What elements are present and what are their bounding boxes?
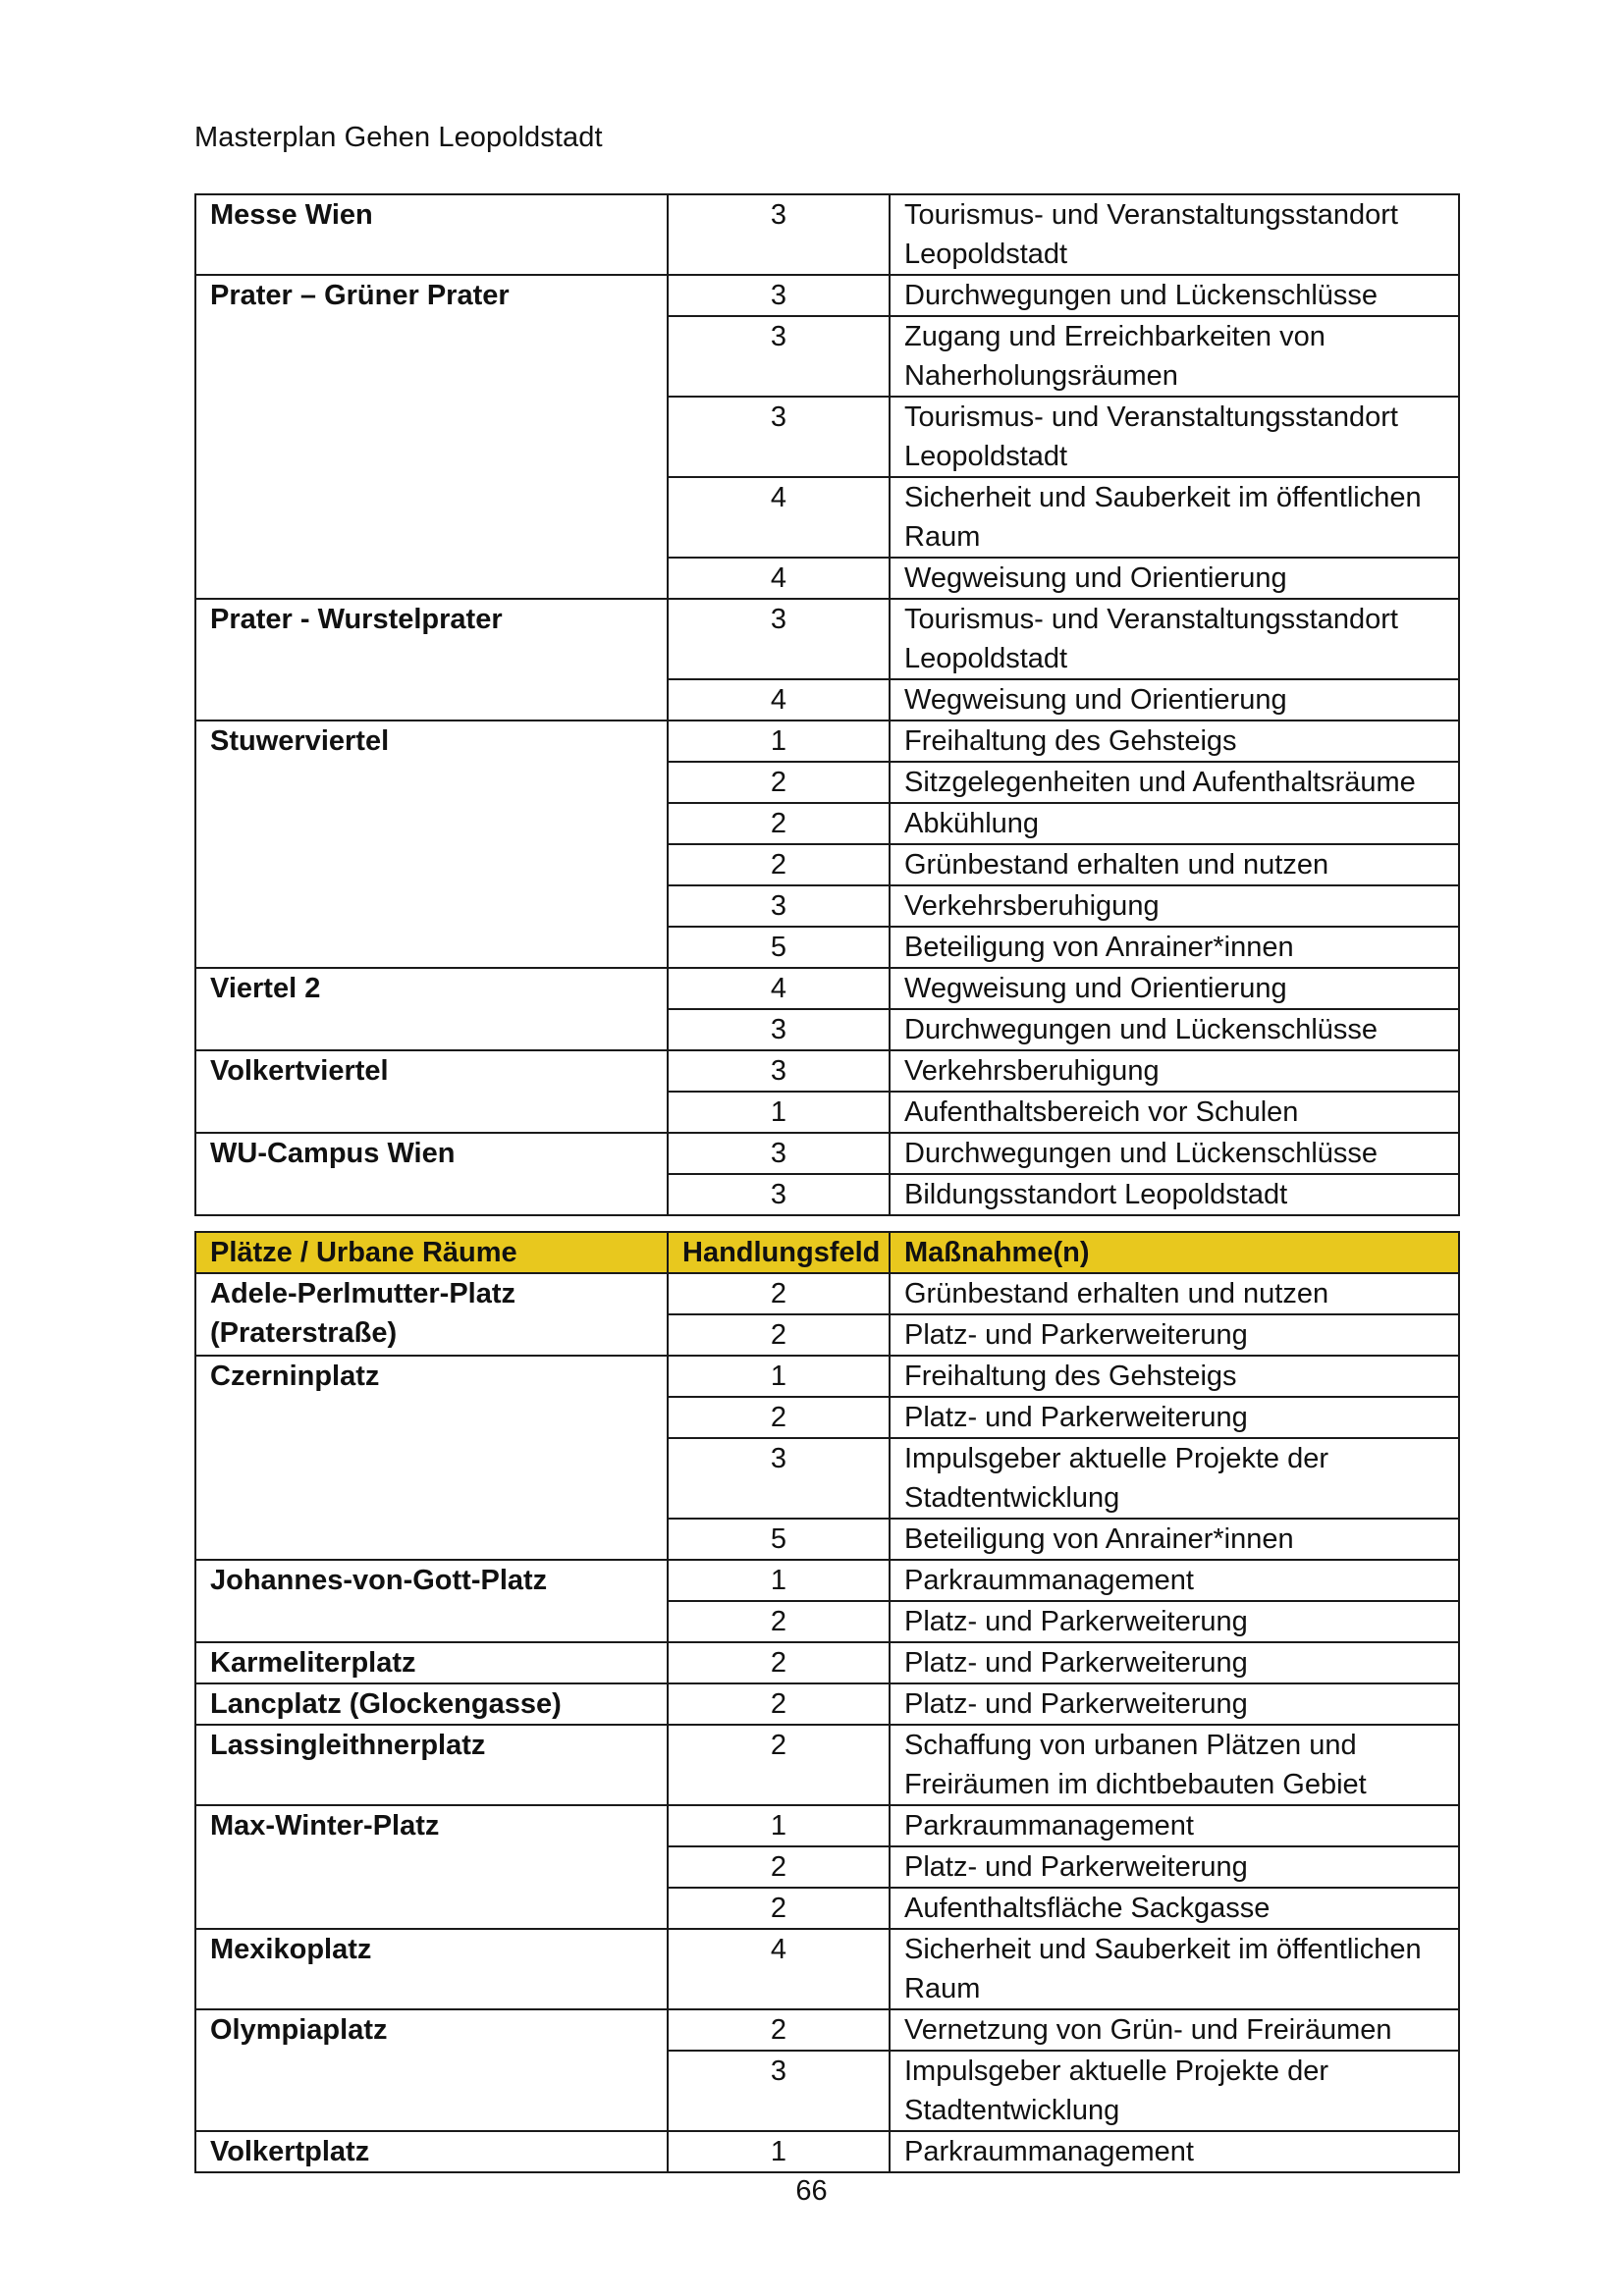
header-handlungsfeld: Handlungsfeld [668,1232,890,1273]
table-row [195,275,1459,316]
place-name-cell: Viertel 2 [195,968,668,1050]
place-name-cell: WU-Campus Wien [195,1133,668,1215]
place-name-cell: Lancplatz (Glockengasse) [195,1683,668,1725]
massnahme-cell: Grünbestand erhalten und nutzen [890,844,1459,885]
massnahme-cell: Freihaltung des Gehsteigs [890,1356,1459,1397]
table-row [195,1273,1459,1314]
handlungsfeld-cell: 4 [668,679,890,721]
handlungsfeld-cell: 3 [668,1174,890,1215]
place-name-cell: Czerninplatz [195,1356,668,1560]
handlungsfeld-cell: 5 [668,927,890,968]
massnahme-cell: Parkraummanagement [890,1560,1459,1601]
massnahme-cell: Zugang und Erreichbarkeiten von Naherholungsräumen [890,316,1459,397]
page-number: 66 [795,2175,828,2207]
handlungsfeld-cell: 1 [668,1805,890,1846]
massnahme-cell: Tourismus- und Veranstaltungsstandort Leopoldstadt [890,397,1459,477]
table-row [195,721,1459,762]
massnahme-cell: Bildungsstandort Leopoldstadt [890,1174,1459,1215]
handlungsfeld-cell: 2 [668,1397,890,1438]
massnahme-cell: Freihaltung des Gehsteigs [890,721,1459,762]
handlungsfeld-cell: 1 [668,2131,890,2172]
handlungsfeld-cell: 3 [668,1009,890,1050]
table-row [195,1560,1459,1601]
table-row [195,1725,1459,1805]
massnahme-cell: Platz- und Parkerweiterung [890,1683,1459,1725]
table-row [195,1642,1459,1683]
place-name-cell: Johannes-von-Gott-Platz [195,1560,668,1642]
massnahme-cell: Durchwegungen und Lückenschlüsse [890,1009,1459,1050]
table-row [195,2009,1459,2051]
massnahme-cell: Abkühlung [890,803,1459,844]
handlungsfeld-cell: 2 [668,803,890,844]
place-name-cell: Olympiaplatz [195,2009,668,2131]
massnahme-cell: Verkehrsberuhigung [890,1050,1459,1092]
handlungsfeld-cell: 3 [668,316,890,397]
handlungsfeld-cell: 1 [668,1092,890,1133]
areas-measures-table-body [195,194,1459,1215]
place-name-cell: Mexikoplatz [195,1929,668,2009]
massnahme-cell: Platz- und Parkerweiterung [890,1397,1459,1438]
massnahme-cell: Wegweisung und Orientierung [890,679,1459,721]
table-header-row [195,1232,1459,1273]
place-name-cell: Volkertviertel [195,1050,668,1133]
place-name-cell: Prater - Wurstelprater [195,599,668,721]
massnahme-cell: Verkehrsberuhigung [890,885,1459,927]
handlungsfeld-cell: 1 [668,721,890,762]
handlungsfeld-cell: 3 [668,1050,890,1092]
place-name-cell: Volkertplatz [195,2131,668,2172]
handlungsfeld-cell: 2 [668,1273,890,1314]
place-name-cell: Lassingleithnerplatz [195,1725,668,1805]
handlungsfeld-cell: 2 [668,1642,890,1683]
handlungsfeld-cell: 2 [668,1314,890,1356]
handlungsfeld-cell: 2 [668,1888,890,1929]
massnahme-cell: Impulsgeber aktuelle Projekte der Stadtentwicklung [890,1438,1459,1519]
massnahme-cell: Aufenthaltsbereich vor Schulen [890,1092,1459,1133]
handlungsfeld-cell: 2 [668,1601,890,1642]
table-row [195,599,1459,679]
place-name-cell: Karmeliterplatz [195,1642,668,1683]
handlungsfeld-cell: 2 [668,1846,890,1888]
massnahme-cell: Tourismus- und Veranstaltungsstandort Leopoldstadt [890,194,1459,275]
massnahme-cell: Wegweisung und Orientierung [890,968,1459,1009]
handlungsfeld-cell: 3 [668,194,890,275]
massnahme-cell: Beteiligung von Anrainer*innen [890,1519,1459,1560]
massnahme-cell: Platz- und Parkerweiterung [890,1601,1459,1642]
squares-measures-table [194,1231,1460,2173]
place-name-cell: Max-Winter-Platz [195,1805,668,1929]
massnahme-cell: Impulsgeber aktuelle Projekte der Stadtentwicklung [890,2051,1459,2131]
table-row [195,1133,1459,1174]
handlungsfeld-cell: 2 [668,1725,890,1805]
massnahme-cell: Wegweisung und Orientierung [890,558,1459,599]
handlungsfeld-cell: 2 [668,762,890,803]
squares-measures-table-body [195,1273,1459,2172]
handlungsfeld-cell: 3 [668,2051,890,2131]
areas-measures-table [194,193,1460,1216]
table-row [195,968,1459,1009]
massnahme-cell: Aufenthaltsfläche Sackgasse [890,1888,1459,1929]
massnahme-cell: Sicherheit und Sauberkeit im öffentlichen Raum [890,1929,1459,2009]
handlungsfeld-cell: 2 [668,844,890,885]
massnahme-cell: Beteiligung von Anrainer*innen [890,927,1459,968]
massnahme-cell: Platz- und Parkerweiterung [890,1642,1459,1683]
handlungsfeld-cell: 4 [668,1929,890,2009]
massnahme-cell: Sitzgelegenheiten und Aufenthaltsräume [890,762,1459,803]
handlungsfeld-cell: 4 [668,477,890,558]
table-row [195,1805,1459,1846]
massnahme-cell: Parkraummanagement [890,1805,1459,1846]
massnahme-cell: Durchwegungen und Lückenschlüsse [890,1133,1459,1174]
handlungsfeld-cell: 2 [668,1683,890,1725]
handlungsfeld-cell: 3 [668,1133,890,1174]
handlungsfeld-cell: 4 [668,558,890,599]
place-name-cell: Adele-Perlmutter-Platz (Praterstraße) [195,1273,668,1356]
place-name-cell: Stuwerviertel [195,721,668,968]
header-place: Plätze / Urbane Räume [195,1232,668,1273]
handlungsfeld-cell: 4 [668,968,890,1009]
table-row [195,1929,1459,2009]
table-row [195,1683,1459,1725]
table-row [195,194,1459,275]
massnahme-cell: Durchwegungen und Lückenschlüsse [890,275,1459,316]
massnahme-cell: Vernetzung von Grün- und Freiräumen [890,2009,1459,2051]
massnahme-cell: Schaffung von urbanen Plätzen und Freiräumen im dichtbebauten Gebiet [890,1725,1459,1805]
place-name-cell: Prater – Grüner Prater [195,275,668,599]
handlungsfeld-cell: 2 [668,2009,890,2051]
handlungsfeld-cell: 1 [668,1560,890,1601]
handlungsfeld-cell: 5 [668,1519,890,1560]
massnahme-cell: Tourismus- und Veranstaltungsstandort Leopoldstadt [890,599,1459,679]
handlungsfeld-cell: 3 [668,397,890,477]
handlungsfeld-cell: 3 [668,885,890,927]
massnahme-cell: Parkraummanagement [890,2131,1459,2172]
table-row [195,1356,1459,1397]
massnahme-cell: Grünbestand erhalten und nutzen [890,1273,1459,1314]
massnahme-cell: Sicherheit und Sauberkeit im öffentlichen Raum [890,477,1459,558]
handlungsfeld-cell: 3 [668,275,890,316]
header-massnahme: Maßnahme(n) [890,1232,1459,1273]
handlungsfeld-cell: 3 [668,1438,890,1519]
place-name-cell: Messe Wien [195,194,668,275]
handlungsfeld-cell: 1 [668,1356,890,1397]
table-row [195,1050,1459,1092]
table-row [195,2131,1459,2172]
massnahme-cell: Platz- und Parkerweiterung [890,1314,1459,1356]
massnahme-cell: Platz- und Parkerweiterung [890,1846,1459,1888]
handlungsfeld-cell: 3 [668,599,890,679]
page-header-title: Masterplan Gehen Leopoldstadt [194,122,603,153]
